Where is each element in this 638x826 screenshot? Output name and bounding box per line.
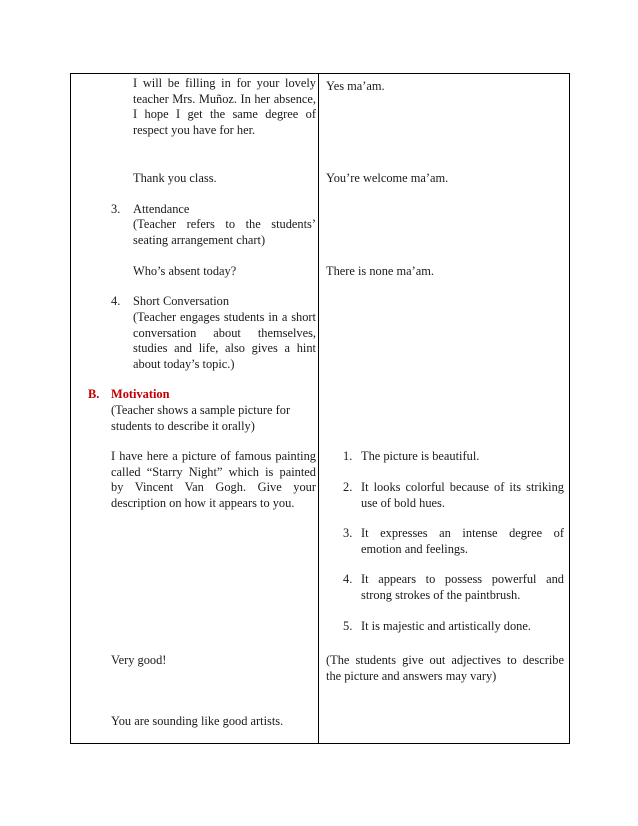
item-3-number: 3. [111, 202, 121, 216]
section-b-note: (Teacher shows a sample picture for students to describe it orally) [111, 403, 291, 433]
answer-5-text: It is majestic and artistically done. [361, 619, 531, 633]
item-4-note: (Teacher engages students in a short conversation about themselves, studies and life, also gives a hint about today’s topic.) [133, 310, 316, 371]
response-yes: Yes ma’am. [326, 79, 385, 93]
answer-3-number: 3. [343, 526, 353, 540]
very-good-text: Very good! [111, 653, 167, 667]
item-3-note: (Teacher refers to the students’ seating arrangement chart) [133, 217, 316, 247]
item-3-title: Attendance [133, 202, 190, 216]
thank-you-text: Thank you class. [133, 171, 217, 185]
students-note: (The students give out adjectives to describe the picture and answers may vary) [326, 653, 564, 683]
response-none: There is none ma’am. [326, 264, 435, 278]
answer-4-number: 4. [343, 572, 353, 586]
answer-1-number: 1. [343, 449, 353, 463]
answer-5-number: 5. [343, 619, 353, 633]
section-b-title: Motivation [111, 387, 170, 401]
column-divider [318, 74, 319, 743]
item-4-title: Short Conversation [133, 294, 230, 308]
answer-2-text: It looks colorful because of its striking use of bold hues. [361, 480, 564, 510]
answer-2-number: 2. [343, 480, 353, 494]
answer-4-text: It appears to possess powerful and strong strokes of the paintbrush. [361, 572, 564, 602]
answer-1-text: The picture is beautiful. [361, 449, 480, 463]
intro-text: I will be filling in for your lovely teacher Mrs. Muñoz. In her absence, I hope I get the same degree of respect you have for her. [133, 76, 316, 137]
section-b-letter: B. [88, 387, 100, 401]
painting-prompt: I have here a picture of famous painting called “Starry Night” which is painted by Vincent Van Gogh. Give your description on how it appears to you. [111, 449, 316, 510]
answer-3-text: It expresses an intense degree of emotion and feelings. [361, 526, 564, 556]
lesson-table [70, 73, 570, 744]
response-welcome: You’re welcome ma’am. [326, 171, 449, 185]
absent-question: Who’s absent today? [133, 264, 237, 278]
item-4-number: 4. [111, 294, 121, 308]
good-artists-text: You are sounding like good artists. [111, 714, 284, 728]
